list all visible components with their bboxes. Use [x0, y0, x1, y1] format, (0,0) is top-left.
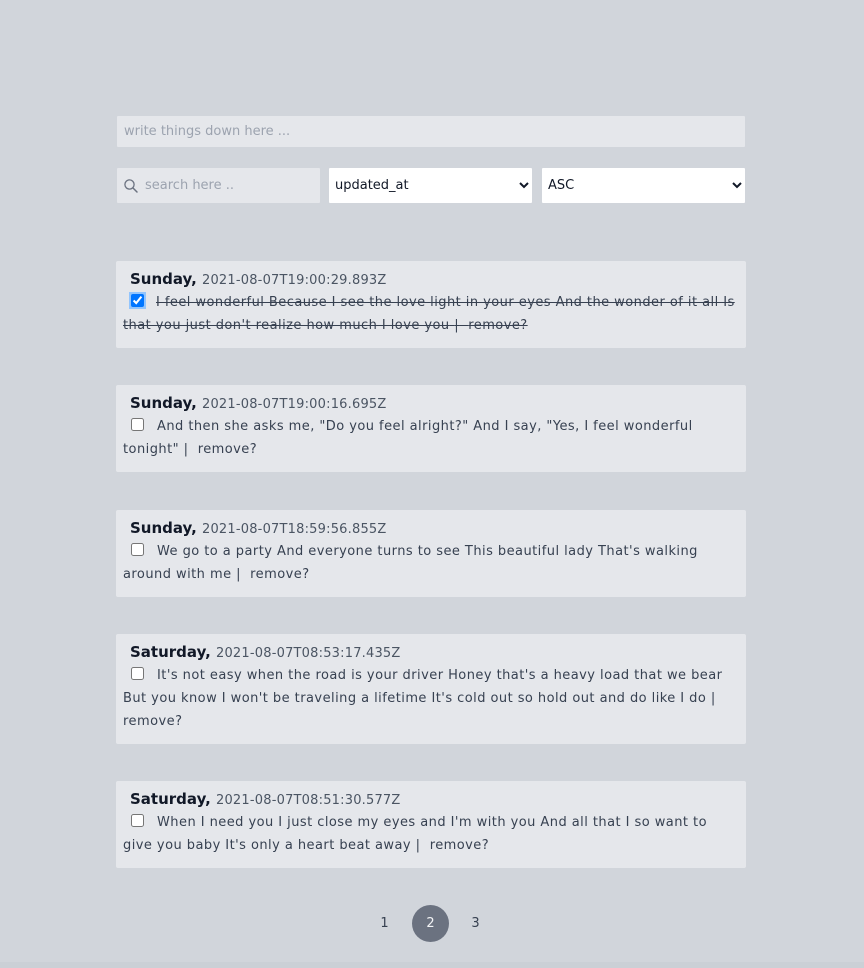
note-content: We go to a party And everyone turns to see This beautiful lady That's walking around with me — [123, 544, 698, 582]
note-day: Saturday, — [130, 790, 211, 808]
note-timestamp: 2021-08-07T19:00:16.695Z — [201, 397, 387, 412]
search-box[interactable] — [116, 167, 321, 204]
note-day: Sunday, — [130, 519, 197, 537]
remove-link[interactable]: remove? — [197, 442, 258, 457]
note-card — [116, 634, 746, 744]
note-text — [123, 295, 735, 333]
note-separator: | — [710, 691, 716, 706]
remove-link[interactable]: remove? — [250, 567, 310, 582]
sort-field-select[interactable] — [328, 167, 533, 204]
note-done-checkbox[interactable] — [131, 667, 144, 680]
note-day: Sunday, — [130, 270, 197, 288]
note-timestamp: 2021-08-07T19:00:29.893Z — [201, 273, 387, 288]
note-content: When I need you I just close my eyes and I'm with you And all that I so want to give you baby It's only a heart beat away — [123, 815, 707, 853]
note-card — [116, 781, 746, 868]
note-content: It's not easy when the road is your driver Honey that's a heavy load that we bear But you know I won't be traveling a lifetime It's cold out so hold out and do like I do — [123, 668, 723, 706]
note-done-checkbox[interactable] — [131, 814, 144, 827]
note-body — [123, 664, 739, 733]
search-icon — [123, 178, 139, 194]
page-button-3[interactable]: 3 — [471, 916, 480, 931]
note-card — [116, 510, 746, 597]
page-button-2-current[interactable]: 2 — [412, 905, 449, 942]
search-input[interactable] — [145, 168, 315, 203]
sort-order-select[interactable] — [541, 167, 746, 204]
note-header — [123, 269, 739, 291]
note-header — [123, 393, 739, 415]
note-done-checkbox[interactable] — [131, 294, 144, 307]
note-day: Sunday, — [130, 394, 197, 412]
note-card — [116, 385, 746, 472]
note-done-checkbox[interactable] — [131, 418, 144, 431]
note-day: Saturday, — [130, 643, 211, 661]
new-note-input[interactable] — [116, 115, 746, 148]
page-button-1[interactable]: 1 — [380, 916, 389, 931]
remove-link[interactable]: remove? — [468, 318, 528, 333]
note-body — [123, 415, 739, 461]
note-body — [123, 540, 739, 586]
note-separator: | — [415, 838, 421, 853]
note-separator: | — [183, 442, 189, 457]
note-card — [116, 261, 746, 348]
note-separator: | — [454, 318, 460, 333]
note-content: I feel wonderful Because I see the love light in your eyes And the wonder of it all Is that you just don't realize how much I love you — [123, 295, 735, 333]
note-header — [123, 789, 739, 811]
bottom-divider — [0, 962, 864, 968]
note-done-checkbox[interactable] — [131, 543, 144, 556]
note-body — [123, 291, 739, 337]
checkbox-focus-ring — [129, 292, 146, 309]
pagination — [0, 905, 864, 942]
note-timestamp: 2021-08-07T08:53:17.435Z — [215, 646, 401, 661]
note-body — [123, 811, 739, 857]
note-text — [123, 668, 722, 729]
note-text — [123, 419, 693, 457]
note-text — [123, 544, 698, 582]
remove-link[interactable]: remove? — [123, 714, 183, 729]
note-content: And then she asks me, "Do you feel alright?" And I say, "Yes, I feel wonderful tonight" — [123, 419, 693, 457]
note-timestamp: 2021-08-07T18:59:56.855Z — [201, 522, 387, 537]
note-text — [123, 815, 707, 853]
note-header — [123, 642, 739, 664]
note-separator: | — [236, 567, 241, 582]
note-timestamp: 2021-08-07T08:51:30.577Z — [215, 793, 401, 808]
remove-link[interactable]: remove? — [429, 838, 490, 853]
note-header — [123, 518, 739, 540]
